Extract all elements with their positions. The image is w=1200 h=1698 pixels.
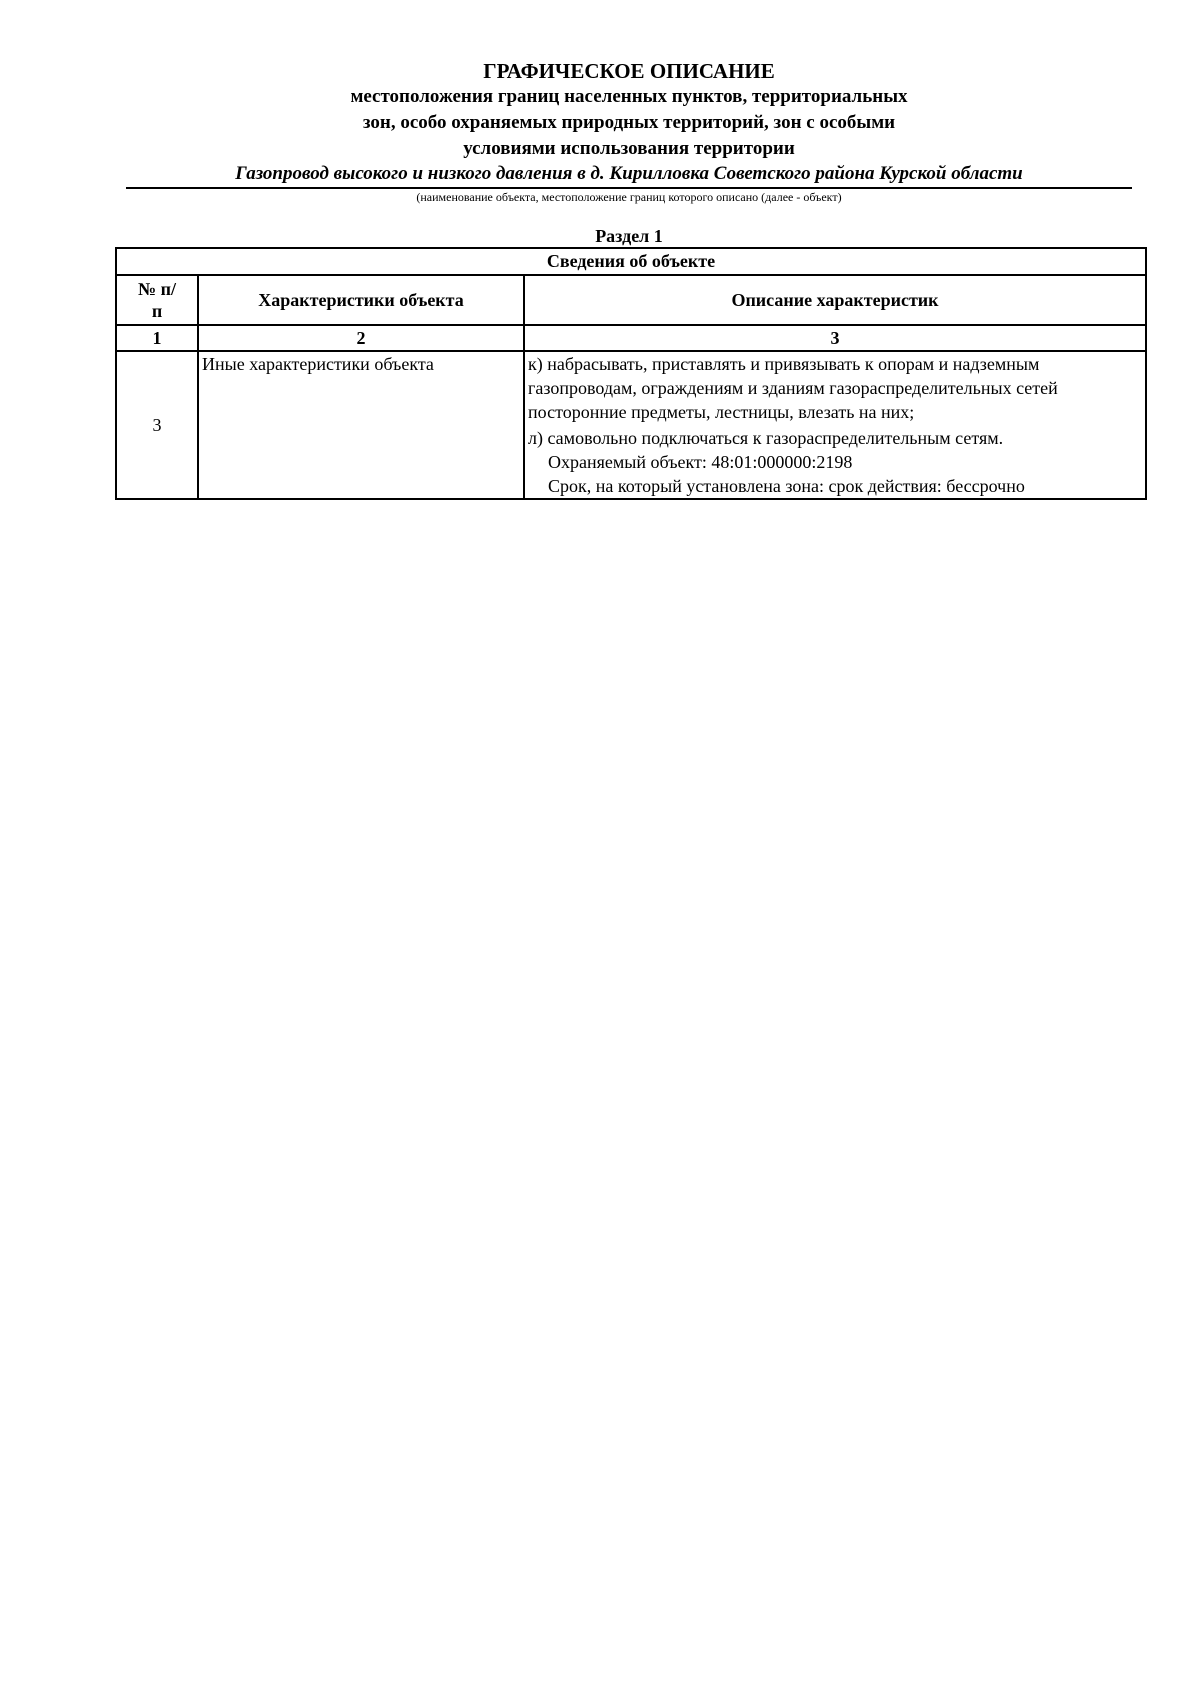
section-title: Раздел 1: [595, 226, 663, 246]
header-characteristic: Характеристики объекта: [198, 275, 524, 325]
document-subtitle-line-1: местоположения границ населенных пунктов, территориальных: [350, 86, 908, 107]
document-subtitle-line-3: условиями использования территории: [463, 138, 795, 159]
protected-object-line: Охраняемый объект: 48:01:000000:2198: [548, 452, 853, 472]
column-number-1: 1: [116, 325, 198, 351]
object-name-caption: (наименование объекта, местоположение границ которого описано (далее - объект): [416, 190, 842, 204]
document-header: [126, 58, 1132, 205]
description-item-k: к) набрасывать, приставлять и привязывать к опорам и надземным газопроводам, ограждениям и зданиям газораспределительных сетей посторонние предметы, лестницы, влезать на них;: [528, 354, 1058, 422]
table-header-row: [116, 275, 1146, 325]
document-subtitle-line-2: зон, особо охраняемых природных территорий, зон с особыми: [362, 112, 896, 133]
row-num: 3: [116, 351, 198, 499]
header-num: [116, 275, 198, 325]
header-description: Описание характеристик: [524, 275, 1146, 325]
header-num-label: № п/п: [138, 279, 176, 321]
zone-term-line: Срок, на который установлена зона: срок действия: бессрочно: [548, 476, 1025, 496]
table-caption-row: [116, 248, 1146, 275]
object-info-table: [115, 247, 1147, 500]
column-number-3: 3: [524, 325, 1146, 351]
description-item-l: л) самовольно подключаться к газораспределительным сетям.: [528, 428, 1004, 448]
document-title: ГРАФИЧЕСКОЕ ОПИСАНИЕ: [483, 59, 775, 83]
column-number-2: 2: [198, 325, 524, 351]
table-caption: Сведения об объекте: [116, 248, 1146, 275]
table-column-numbers-row: [116, 325, 1146, 351]
row-characteristic: Иные характеристики объекта: [198, 351, 524, 499]
object-name: Газопровод высокого и низкого давления в д. Кирилловка Советского района Курской области: [126, 162, 1132, 189]
table-row: [116, 351, 1146, 499]
row-description: [524, 351, 1146, 499]
